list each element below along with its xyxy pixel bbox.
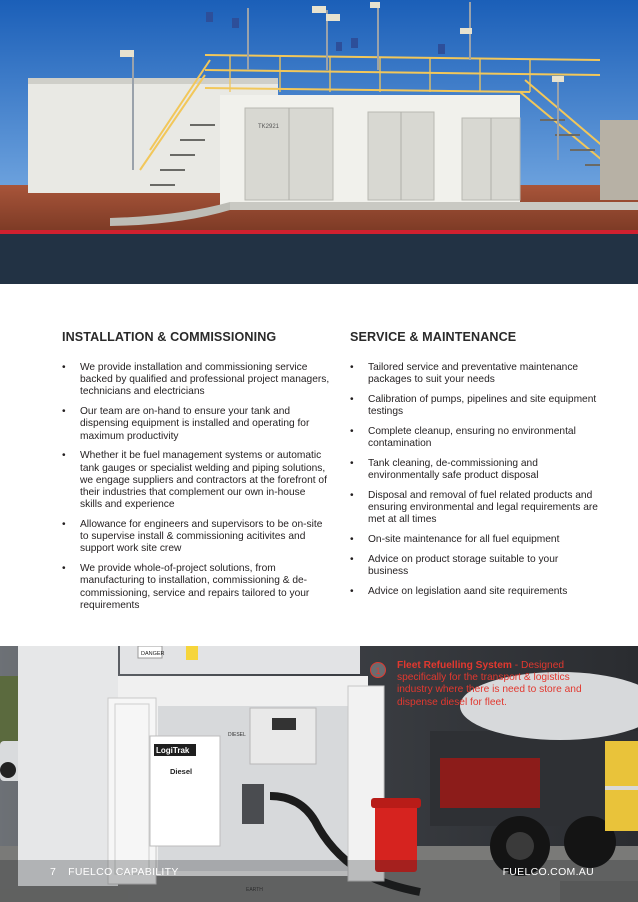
door-sign-text: DIESEL xyxy=(228,732,246,738)
list-item-text: Complete cleanup, ensuring no environmental contamination xyxy=(368,426,576,450)
panel-brand-text: LogiTrak xyxy=(156,746,190,755)
bullet-icon: • xyxy=(350,394,354,405)
list-item xyxy=(62,450,330,511)
bullet-icon: • xyxy=(350,362,354,373)
bullet-icon: • xyxy=(62,450,66,462)
list-item-text: Advice on legislation aand site requirements xyxy=(368,586,568,597)
list-item xyxy=(350,394,600,418)
list-item-text: Tank cleaning, de-commissioning and environmentally safe product disposal xyxy=(368,458,539,482)
list-item xyxy=(350,362,600,386)
header-photo-fuel-tank-installation xyxy=(0,0,638,232)
installation-commissioning-section xyxy=(62,330,330,620)
bullet-icon: • xyxy=(62,519,66,531)
list-item-text: Advice on product storage suitable to your business xyxy=(368,554,559,578)
list-item xyxy=(62,519,330,556)
page-number: 7 xyxy=(50,866,57,878)
bullet-icon: • xyxy=(350,554,354,565)
footer-website-link[interactable]: FUELCO.COM.AU xyxy=(502,866,594,878)
list-item-text: We provide installation and commissioning service backed by qualified and professional project managers, technicians and electricians xyxy=(80,362,330,398)
list-item xyxy=(350,426,600,450)
bullet-icon: • xyxy=(62,563,66,575)
panel-product-text: Diesel xyxy=(170,767,193,776)
list-item-text: We provide whole-of-project solutions, from manufacturing to installation, commissioning & de-commissioning, service and repairs tailored to your requirements xyxy=(80,563,310,611)
bullet-icon: • xyxy=(350,458,354,469)
bullet-icon: • xyxy=(350,426,354,437)
callout-description: Designed specifically for the transport & logistics industry where there is need to store and dispense diesel for fleet. xyxy=(397,660,582,708)
list-item-text: Allowance for engineers and supervisors to be on-site to supervise install & commissioning acitivites and support work site crew xyxy=(80,519,323,555)
fuel-tank-installation-illustration xyxy=(0,0,638,232)
footer-left xyxy=(50,866,179,878)
list-item-text: Disposal and removal of fuel related products and ensuring environmental and legal requirements are met at all times xyxy=(368,490,598,526)
list-item xyxy=(350,554,600,578)
callout-title: Fleet Refuelling System xyxy=(397,660,512,671)
service-heading: SERVICE & MAINTENANCE xyxy=(350,330,517,344)
bullet-icon: • xyxy=(350,534,354,546)
list-item-text: Tailored service and preventative maintenance packages to suit your needs xyxy=(368,362,579,386)
danger-sign-text: DANGER xyxy=(141,651,165,657)
list-item xyxy=(350,490,600,527)
list-item xyxy=(62,406,330,443)
callout-separator: - xyxy=(511,660,521,671)
footer-brand: FUELCO CAPABILITY xyxy=(68,866,179,878)
list-item xyxy=(62,563,330,612)
bullet-icon: • xyxy=(62,362,66,373)
callout-number-badge: 1 xyxy=(370,662,386,678)
tank-id-label: TK2921 xyxy=(258,124,280,130)
list-item-text: On-site maintenance for all fuel equipment xyxy=(368,534,560,546)
bullet-icon: • xyxy=(350,586,354,597)
service-list xyxy=(350,362,600,598)
navy-header-band xyxy=(0,234,638,284)
list-item-text: Our team are on-hand to ensure your tank and dispensing equipment is installed and operating for maximum productivity xyxy=(80,406,310,442)
list-item xyxy=(350,586,600,598)
list-item xyxy=(62,362,330,399)
fleet-refuelling-callout xyxy=(370,660,600,709)
installation-heading: INSTALLATION & COMMISSIONING xyxy=(62,330,277,344)
list-item xyxy=(350,534,600,546)
bullet-icon: • xyxy=(350,490,354,501)
service-maintenance-section xyxy=(350,330,600,606)
callout-text xyxy=(397,660,600,709)
list-item-text: Whether it be fuel management systems or automatic tank gauges or specialist welding and piping solutions, we engage suppliers and contractors at the forefront of their industries that complement our own in-house skills and experience xyxy=(80,450,327,511)
list-item-text: Calibration of pumps, pipelines and site equipment testings xyxy=(368,394,597,418)
bullet-icon: • xyxy=(62,406,66,418)
list-item xyxy=(350,458,600,482)
installation-list xyxy=(62,362,330,612)
